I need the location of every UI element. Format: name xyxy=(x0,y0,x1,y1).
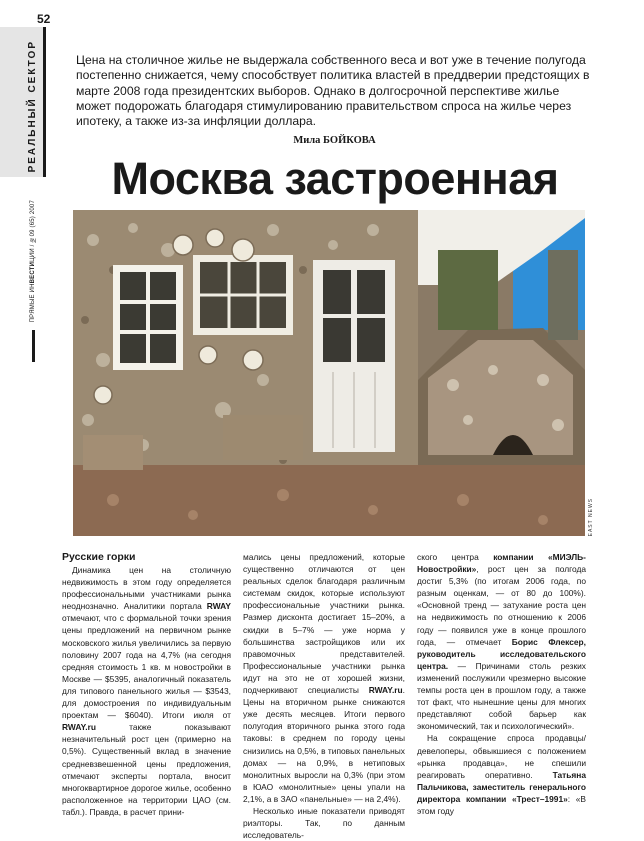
issue-label: ПРЯМЫЕ ИНВЕСТИЦИИ / №09 (65) 2007 xyxy=(30,200,36,323)
column-3-paragraph-1: ского центра компании «МИЭЛЬ-Новостройки», рост цен за полгода достиг 5,3% (по итогам 2006 года, по разным оценкам, — от 80 до 100%). «Основной тренд — затухание роста цен на недвижимость по отношению к 2006 году — появился уже в конце прошлого года, — отмечает Борис Флексер, руководитель исследовательского центра. — Причинами столь резких изменений послужили чрезмерно высокие темпы роста цен в прошлом году, а также тот факт, что нынешние цены для многих представляют собой барьер как экономический, так и психологический». xyxy=(417,552,586,732)
lead-paragraph: Цена на столичное жилье не выдержала собственного веса и вот уже в течение полугода постепенно снижается, чему способствует политика властей в преддверии предстоящих в марте 2008 года президентских выборов. Однако в долгосрочной перспективе жилье может подорожать благодаря стимулированию правительством спроса на жилье через ипотеку, а также из-за инфляции доллара. xyxy=(76,53,590,129)
rubric-section: РЕАЛЬНЫЙ СЕКТОР xyxy=(27,40,38,173)
page-number: 52 xyxy=(37,12,51,26)
column-3-paragraph-2: На сокращение спроса продавцы/девелоперы, обвыкшиеся с положением «рынка продавца», не спешили реагировать оперативно. Татьяна Пальчикова, заместитель генерального директора компании «Трест–1991»: «В этом году xyxy=(417,733,586,816)
headline: Москва застроенная xyxy=(111,153,559,204)
column-2-paragraph-1: мались цены предложений, которые существенно отличаются от цен реальных сделок благодаря различным системам скидок, которые используют профессиональные участники рынка. Размер дисконта достигает 15–20%, а скидки в 5–7% — уже норма у большинства застройщиков или их правомочных представителей. Профессиональные участники рынка идут на это не от хорошей жизни, подчеркивают специалисты RWAY.ru. Цены на вторичном рынке снижаются уже десять месяцев. Итоги первого полугодия вторичного рынка этого года таковы: в среднем по городу цены снизились на 0,5%, в типовых панельных домах — на 0,9%, в нетиповых монолитных выросли на 0,3% (при этом в ЮАО «монолитные» цены упали на 2,1%, а в ЗАО «панельные» — на 2,4%). xyxy=(243,552,405,804)
article-column-1 xyxy=(62,551,231,818)
rubric-topic: НЕДВИЖИМОСТЬ xyxy=(45,40,56,153)
article-column-3 xyxy=(417,551,586,817)
section-subhead: Русские горки xyxy=(62,551,136,563)
column-2-paragraph-2: Несколько иные показатели приводят риэлторы. Так, по данным исследователь- xyxy=(243,805,405,841)
byline: Мила БОЙКОВА xyxy=(293,135,376,146)
issue-rule xyxy=(32,330,35,362)
article-photo xyxy=(73,210,585,536)
photo-credit: EAST NEWS xyxy=(588,498,594,537)
article-column-2 xyxy=(243,551,405,841)
column-1-paragraph: Динамика цен на столичную недвижимость в этом году определяется профессиональными участниками рынка неоднозначно. Аналитики портала RWAY отмечают, что с формальной точки зрения цены предложений на первичном рынке московского жилья увеличились за первую половину 2007 года на 4,7% (на сегодня средняя стоимость 1 кв. м новостройки в Москве — $5395, аналогичный показатель для типового панельного жилья — $3543, для домостроения по индивидуальным проектам — $6040). Итоги июля от RWAY.ru также показывают незначительный рост цен (примерно на 0,5%). Существенный вклад в значение средневзвешенной цены предложения, отмечают эксперты портала, вносит многоквартирное дорогое жилье, особенно расположенное на территории ЦАО (см. табл.). Правда, в расчет прини- xyxy=(62,565,231,817)
